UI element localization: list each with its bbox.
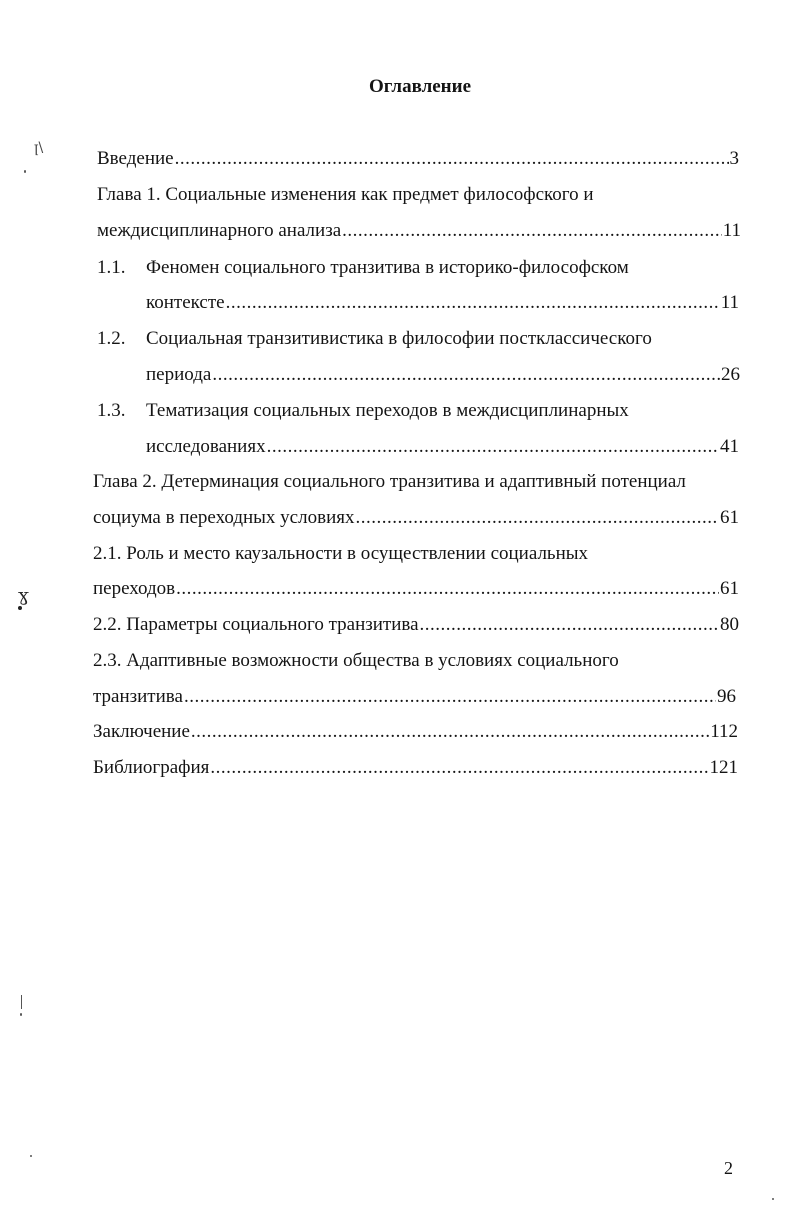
toc-label: переходов: [93, 578, 176, 599]
leader-dots: [191, 720, 709, 744]
scan-speck: [20, 1013, 22, 1016]
leader-dots: [267, 435, 719, 459]
toc-section-number: 1.1.: [97, 257, 126, 278]
scan-mark: ɣ: [18, 585, 29, 606]
toc-label: социума в переходных условиях: [93, 507, 355, 528]
toc-entry-chapter-2: [93, 506, 739, 530]
toc-section-number: 1.2.: [97, 328, 126, 349]
toc-label: 2.2. Параметры социального транзитива: [93, 614, 419, 635]
toc-label: Заключение: [93, 721, 190, 742]
toc-page: 61: [720, 578, 739, 599]
toc-entry-section-1-2: [146, 363, 740, 387]
leader-dots: [184, 685, 716, 709]
toc-page: 11: [720, 292, 739, 313]
toc-page: 61: [720, 507, 739, 528]
leader-dots: [176, 577, 719, 601]
toc-page: 96: [717, 686, 736, 707]
toc-label: Библиография: [93, 757, 210, 778]
toc-label: контексте: [146, 292, 225, 313]
leader-dots: [210, 756, 708, 780]
toc-entry-section-1-3: [146, 435, 739, 459]
scan-speck: [21, 995, 22, 1009]
page-title: Оглавление: [368, 76, 472, 97]
toc-label: Введение: [97, 148, 174, 169]
scan-mark: ꞁ\: [34, 140, 44, 156]
toc-section-title: Феномен социального транзитива в историко-философском: [146, 257, 629, 278]
toc-label: междисциплинарного анализа: [97, 220, 342, 241]
toc-chapter-2-title: Глава 2. Детерминация социального транзитива и адаптивный потенциал: [93, 471, 686, 492]
scan-speck: [30, 1155, 32, 1157]
toc-section-number: 1.3.: [97, 400, 126, 421]
toc-section-title: 2.1. Роль и место каузальности в осуществлении социальных: [93, 543, 589, 564]
toc-section-title: Социальная транзитивистика в философии постклассического: [146, 328, 652, 349]
toc-page: 121: [709, 757, 738, 778]
leader-dots: [420, 613, 719, 637]
toc-page: 80: [720, 614, 739, 635]
toc-page: 112: [710, 721, 738, 742]
toc-page: 26: [721, 364, 740, 385]
toc-label: транзитива: [93, 686, 183, 707]
toc-entry-intro: [97, 147, 739, 171]
page-number: 2: [724, 1158, 733, 1178]
scan-speck: [772, 1198, 774, 1200]
scan-speck: [18, 606, 22, 610]
toc-page: 3: [729, 148, 739, 169]
toc-page: 41: [720, 436, 739, 457]
toc-section-title: 2.3. Адаптивные возможности общества в условиях социального: [93, 650, 619, 671]
toc-entry-bibliography: [93, 756, 738, 780]
toc-entry-section-2-2: [93, 613, 739, 637]
toc-entry-section-2-1: [93, 577, 739, 601]
toc-label: исследованиях: [146, 436, 266, 457]
leader-dots: [212, 363, 720, 387]
leader-dots: [342, 219, 722, 243]
scan-speck: [24, 170, 26, 173]
toc-section-title: Тематизация социальных переходов в междисциплинарных: [146, 400, 629, 421]
toc-entry-section-2-3: [93, 685, 736, 709]
toc-chapter-1-title: Глава 1. Социальные изменения как предмет философского и: [97, 184, 594, 205]
toc-entry-chapter-1: [97, 219, 741, 243]
leader-dots: [355, 506, 719, 530]
toc-page: 11: [722, 220, 741, 241]
toc-entry-conclusion: [93, 720, 738, 744]
toc-label: периода: [146, 364, 212, 385]
leader-dots: [175, 147, 729, 171]
leader-dots: [226, 291, 720, 315]
toc-entry-section-1-1: [146, 291, 739, 315]
